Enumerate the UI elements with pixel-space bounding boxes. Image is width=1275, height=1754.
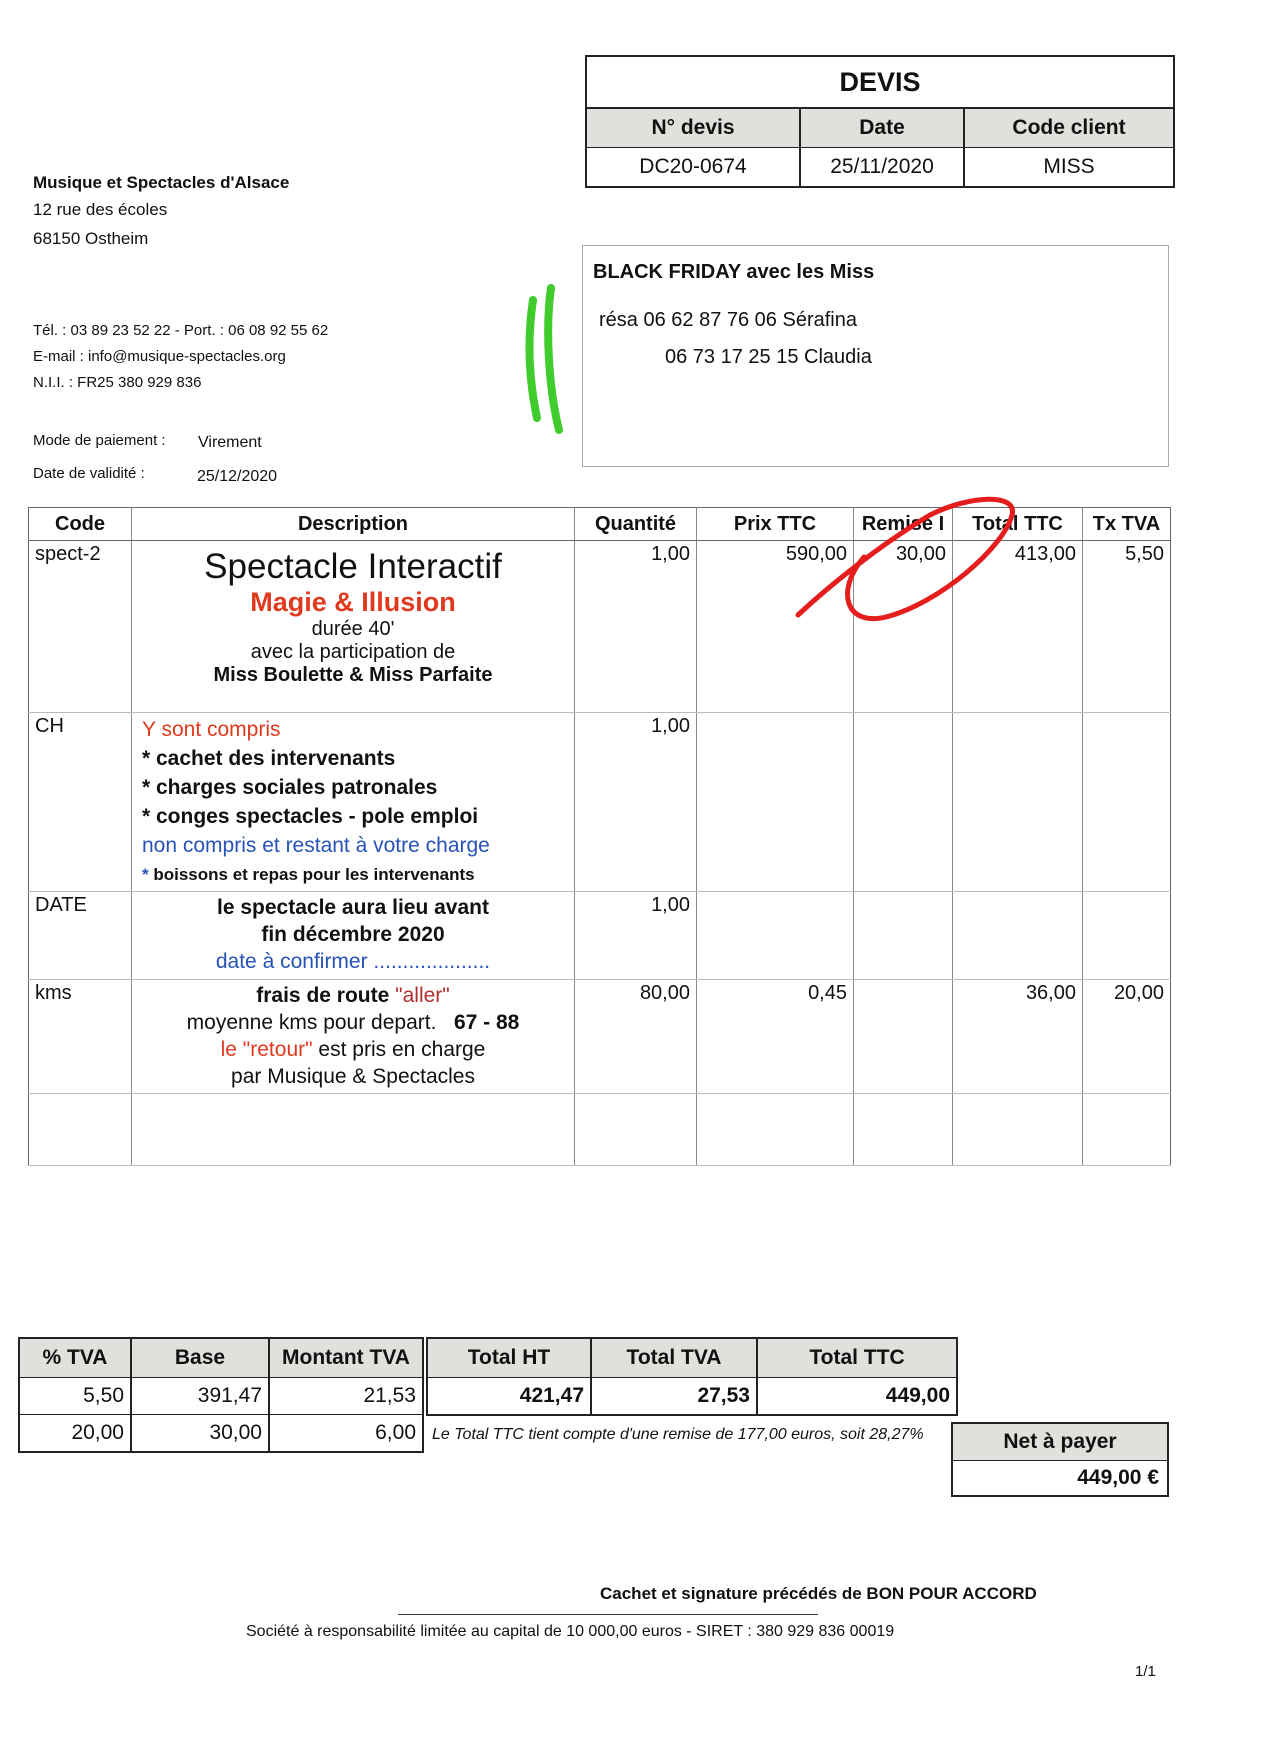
col-total: Total TTC — [953, 508, 1083, 541]
col-quantity: Quantité — [575, 508, 697, 541]
client-code: MISS — [1043, 155, 1095, 178]
col-price: Prix TTC — [697, 508, 854, 541]
show-artists: Miss Boulette & Miss Parfaite — [213, 664, 493, 686]
not-included-item: boissons et repas pour les intervenants — [153, 865, 475, 884]
row-qty: 80,00 — [575, 980, 697, 1094]
company-address-line2: 68150 Ostheim — [33, 229, 149, 248]
row-qty: 1,00 — [575, 892, 697, 980]
net-to-pay-value: 449,00 € — [1077, 1466, 1159, 1489]
totals-table — [426, 1337, 958, 1416]
tva-base: 391,47 — [131, 1378, 269, 1415]
company-nii: N.I.I. : FR25 380 929 836 — [33, 374, 202, 391]
row-code: CH — [29, 713, 132, 892]
kms-line1: frais de route — [256, 984, 390, 1007]
green-marker-scribble — [515, 280, 575, 440]
col-description: Description — [132, 508, 575, 541]
row-tva: 5,50 — [1083, 541, 1171, 713]
footer-divider — [398, 1614, 818, 1615]
company-name: Musique et Spectacles d'Alsace — [33, 173, 290, 192]
payment-mode-value: Virement — [198, 434, 262, 451]
net-to-pay-box — [951, 1422, 1169, 1497]
table-row — [29, 713, 1171, 892]
show-subtitle: Magie & Illusion — [250, 587, 456, 617]
row-total: 413,00 — [953, 541, 1083, 713]
tva-col-base: Base — [131, 1338, 269, 1378]
row-qty: 1,00 — [575, 713, 697, 892]
show-title: Spectacle Interactif — [204, 547, 502, 586]
tva-base: 30,00 — [131, 1415, 269, 1453]
company-email: E-mail : info@musique-spectacles.org — [33, 348, 286, 365]
tva-summary-table — [18, 1337, 424, 1453]
tva-col-amount: Montant TVA — [269, 1338, 423, 1378]
kms-retour: le "retour" — [220, 1038, 313, 1061]
row-code: kms — [29, 980, 132, 1094]
row-qty: 1,00 — [575, 541, 697, 713]
col-discount: Remise I — [854, 508, 953, 541]
row-description — [132, 892, 575, 980]
payment-mode-label: Mode de paiement : — [33, 432, 166, 449]
row-description — [132, 541, 575, 713]
header-col-client: Code client — [964, 109, 1173, 148]
col-code: Code — [29, 508, 132, 541]
row-total: 36,00 — [953, 980, 1083, 1094]
row-price: 590,00 — [697, 541, 854, 713]
date-line3: date à confirmer .................... — [215, 950, 491, 973]
not-included-star: * — [142, 865, 149, 884]
note-line1: résa 06 62 87 76 06 Sérafina — [599, 309, 857, 331]
table-row — [29, 980, 1171, 1094]
tva-row — [19, 1378, 423, 1415]
show-participation: avec la participation de — [250, 641, 456, 663]
document-title: DEVIS — [587, 57, 1173, 109]
company-address-line1: 12 rue des écoles — [33, 200, 168, 219]
kms-aller: "aller" — [395, 984, 450, 1007]
validity-label: Date de validité : — [33, 465, 145, 482]
kms-departments: 67 - 88 — [453, 1011, 520, 1034]
row-discount: 30,00 — [854, 541, 953, 713]
show-duration: durée 40' — [311, 618, 395, 640]
devis-number: DC20-0674 — [587, 148, 800, 187]
tva-rate: 5,50 — [19, 1378, 131, 1415]
company-phone: Tél. : 03 89 23 52 22 - Port. : 06 08 92 55 62 — [33, 322, 329, 339]
row-code: spect-2 — [29, 541, 132, 713]
kms-line3: est pris en charge — [318, 1038, 486, 1061]
signature-label: Cachet et signature précédés de BON POUR ACCORD — [600, 1584, 1037, 1603]
devis-header-box — [585, 55, 1175, 188]
row-description — [132, 713, 575, 892]
tva-col-rate: % TVA — [19, 1338, 131, 1378]
date-line2: fin décembre 2020 — [261, 923, 445, 946]
page-number: 1/1 — [1135, 1663, 1156, 1680]
red-pen-circle — [790, 485, 1030, 630]
not-included-heading: non compris et restant à votre charge — [142, 834, 490, 857]
tva-row — [19, 1415, 423, 1453]
table-row — [29, 892, 1171, 980]
total-ht-value: 421,47 — [427, 1378, 591, 1416]
header-col-date: Date — [800, 109, 964, 148]
table-row-empty — [29, 1094, 1171, 1166]
included-item: * charges sociales patronales — [142, 776, 438, 799]
row-description — [132, 980, 575, 1094]
date-line1: le spectacle aura lieu avant — [217, 896, 489, 919]
included-heading: Y sont compris — [142, 718, 281, 741]
row-price: 0,45 — [697, 980, 854, 1094]
total-tva-label: Total TVA — [591, 1338, 757, 1378]
total-ttc-label: Total TTC — [757, 1338, 957, 1378]
tva-rate: 20,00 — [19, 1415, 131, 1453]
row-code: DATE — [29, 892, 132, 980]
devis-date: 25/11/2020 — [800, 148, 964, 187]
tva-amount: 6,00 — [269, 1415, 423, 1453]
total-ht-label: Total HT — [427, 1338, 591, 1378]
discount-remark: Le Total TTC tient compte d'une remise de 177,00 euros, soit 28,27% — [432, 1426, 924, 1443]
row-tva: 20,00 — [1083, 980, 1171, 1094]
net-to-pay-label: Net à payer — [953, 1424, 1167, 1461]
included-item: * cachet des intervenants — [142, 747, 396, 770]
validity-value: 25/12/2020 — [197, 468, 278, 485]
note-line2: 06 73 17 25 15 Claudia — [665, 346, 872, 368]
kms-line4: par Musique & Spectacles — [231, 1065, 475, 1088]
devis-info-table — [587, 109, 1173, 186]
col-tva: Tx TVA — [1083, 508, 1171, 541]
legal-mention: Société à responsabilité limitée au capital de 10 000,00 euros - SIRET : 380 929 836 00019 — [246, 1623, 895, 1640]
total-tva-value: 27,53 — [591, 1378, 757, 1416]
included-item: * conges spectacles - pole emploi — [142, 805, 479, 828]
note-box — [582, 245, 1169, 467]
total-ttc-value: 449,00 — [885, 1384, 950, 1407]
tva-amount: 21,53 — [269, 1378, 423, 1415]
kms-line2: moyenne kms pour depart. — [186, 1011, 437, 1034]
header-col-number: N° devis — [587, 109, 800, 148]
note-title: BLACK FRIDAY avec les Miss — [593, 261, 875, 283]
